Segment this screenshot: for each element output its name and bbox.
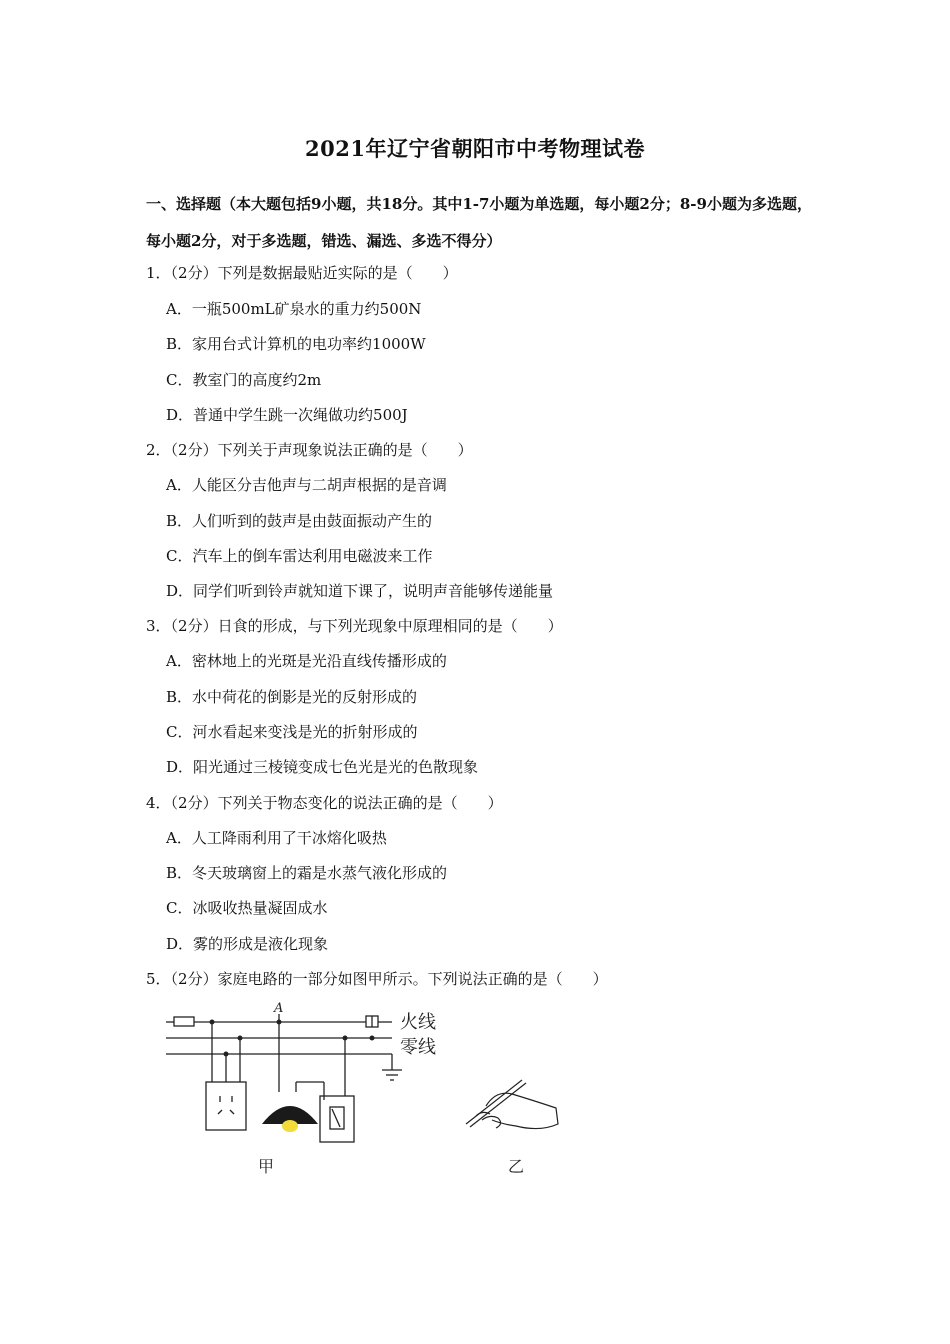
neutral-wire-label: 零线 [400, 1037, 436, 1058]
question-2-option-b: B．人们听到的鼓声是由鼓面振动产生的 [166, 512, 433, 530]
question-5-stem: 5．（2分）家庭电路的一部分如图甲所示。下列说法正确的是（ ） [146, 970, 608, 988]
question-4-option-b: B．冬天玻璃窗上的霜是水蒸气液化形成的 [166, 864, 448, 882]
circuit-figure [160, 996, 580, 1186]
question-1-option-d: D．普通中学生跳一次绳做功约500J [166, 406, 408, 424]
live-wire-label: 火线 [400, 1012, 436, 1033]
question-4-stem: 4．（2分）下列关于物态变化的说法正确的是（ ） [146, 794, 503, 812]
circuit-diagram [160, 996, 580, 1186]
section-heading: 一、选择题（本大题包括9小题，共18分。其中1-7小题为单选题，每小题2分；8-9小题为多选题，每小题2分，对于多选题，错选、漏选、多选不得分） [146, 195, 812, 250]
question-4-option-a: A．人工降雨利用了干冰熔化吸热 [166, 829, 387, 847]
test-pen-hand-icon [466, 1080, 558, 1129]
point-a-label: A [274, 1001, 284, 1016]
question-3-option-a: A．密林地上的光斑是光沿直线传播形成的 [166, 652, 447, 670]
question-2-option-a: A．人能区分吉他声与二胡声根据的是音调 [166, 476, 447, 494]
socket-icon [206, 1082, 246, 1130]
question-2-option-c: C．汽车上的倒车雷达利用电磁波来工作 [166, 547, 433, 565]
fuse-icon [174, 1017, 194, 1026]
question-1-option-b: B．家用台式计算机的电功率约1000W [166, 335, 426, 353]
figure-caption-yi: 乙 [508, 1157, 525, 1176]
question-4-option-d: D．雾的形成是液化现象 [166, 935, 329, 953]
question-1-option-a: A．一瓶500mL矿泉水的重力约500N [166, 300, 422, 318]
question-3-stem: 3．（2分）日食的形成，与下列光现象中原理相同的是（ ） [146, 617, 563, 635]
question-1-option-c: C．教室门的高度约2m [166, 371, 322, 389]
question-3-option-d: D．阳光通过三棱镜变成七色光是光的色散现象 [166, 758, 479, 776]
question-2-stem: 2．（2分）下列关于声现象说法正确的是（ ） [146, 441, 473, 459]
question-2-option-d: D．同学们听到铃声就知道下课了，说明声音能够传递能量 [166, 582, 554, 600]
question-1-stem: 1．（2分）下列是数据最贴近实际的是（ ） [146, 264, 458, 282]
question-3-option-c: C．河水看起来变浅是光的折射形成的 [166, 723, 418, 741]
figure-caption-jia: 甲 [258, 1157, 275, 1176]
question-3-option-b: B．水中荷花的倒影是光的反射形成的 [166, 688, 418, 706]
question-4-option-c: C．冰吸收热量凝固成水 [166, 899, 328, 917]
page-title: 2021年辽宁省朝阳市中考物理试卷 [305, 136, 645, 161]
